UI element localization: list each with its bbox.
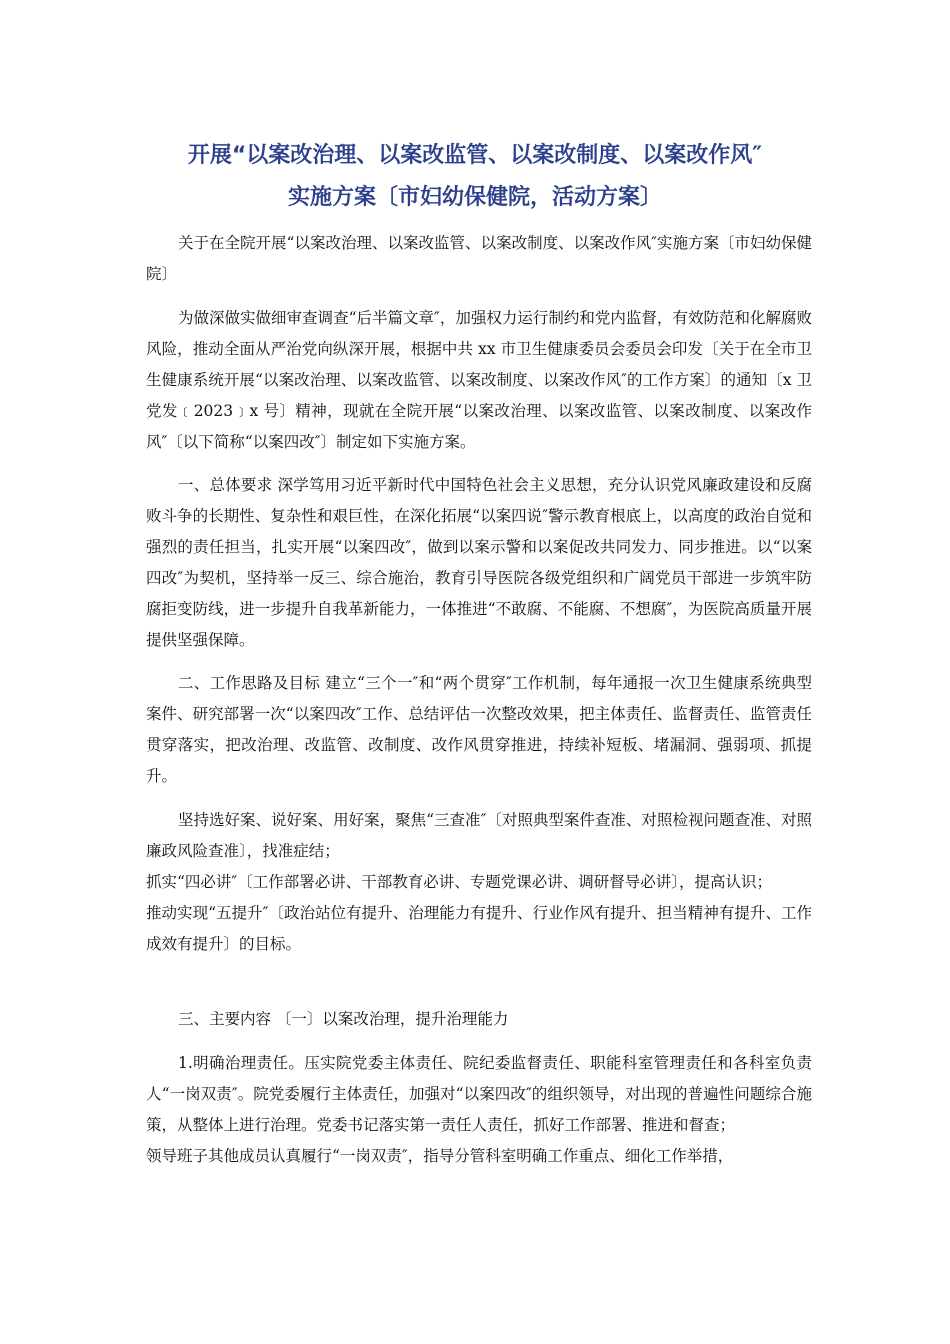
section-2-paragraph	[146, 668, 812, 792]
goals-text-3: 推动实现“五提升″〔政治站位有提升、治理能力有提升、行业作风有提升、担当精神有提升、工作成效有提升〕的目标。	[146, 904, 812, 953]
section-1-text: 一、总体要求 深学笃用习近平新时代中国特色社会主义思想，充分认识党风廉政建设和反腐败斗争的长期性、复杂性和艰巨性，在深化拓展“以案四说″警示教育根底上，以高度的政治自觉和强烈的责任担当，扎实开展“以案四改″，做到以案示警和以案促改共同发力、同步推进。以“以案四改″为契机，坚持举一反三、综合施治，教育引导医院各级党组织和广阔党员干部进一步筑牢防腐拒变防线，进一步提升自我革新能力，一体推进“不敢腐、不能腐、不想腐″，为医院高质量开展提供坚强保障。	[146, 476, 812, 649]
section-1-paragraph	[146, 470, 812, 656]
preface-paragraph	[146, 303, 812, 458]
goals-text-1: 坚持选好案、说好案、用好案，聚焦“三查准″〔对照典型案件查准、对照检视问题查准、对照廉政风险查准〕，找准症结；	[146, 811, 812, 860]
intro-paragraph	[146, 228, 812, 290]
item-1-text: 1.明确治理责任。压实院党委主体责任、院纪委监督责任、职能科室管理责任和各科室负责人“一岗双责″。院党委履行主体责任，加强对“以案四改″的组织领导，对出现的普遍性问题综合施策，从整体上进行治理。党委书记落实第一责任人责任，抓好工作部署、推进和督查；	[146, 1054, 812, 1134]
section-3-text: 三、主要内容 〔一〕以案改治理，提升治理能力	[178, 1010, 509, 1028]
document-title-line-1: 开展“以案改治理、以案改监管、以案改制度、以案改作风″	[187, 143, 763, 168]
intro-text: 关于在全院开展“以案改治理、以案改监管、以案改制度、以案改作风″实施方案〔市妇幼保健院〕	[146, 234, 812, 283]
preface-text: 为做深做实做细审查调查“后半篇文章″，加强权力运行制约和党内监督，有效防范和化解腐败风险，推动全面从严治党向纵深开展，根据中共 xx 市卫生健康委员会委员会印发〔关于在全市卫生健康系统开展“以案改治理、以案改监管、以案改制度、以案改作风″的工作方案〕的通知〔x 卫党发﹝2023﹞x 号〕精神，现就在全院开展“以案改治理、以案改监管、以案改制度、以案改作风″〔以下简称“以案四改″〕制定如下实施方案。	[146, 309, 812, 451]
section-2-text: 二、工作思路及目标 建立“三个一″和“两个贯穿″工作机制，每年通报一次卫生健康系统典型案件、研究部署一次“以案四改″工作、总结评估一次整改效果，把主体责任、监督责任、监管责任贯穿落实，把改治理、改监管、改制度、改作风贯穿推进，持续补短板、堵漏洞、强弱项、抓提升。	[146, 674, 812, 785]
goals-text-2: 抓实“四必讲″〔工作部署必讲、干部教育必讲、专题党课必讲、调研督导必讲〕，提高认识；	[146, 873, 772, 891]
section-3-heading	[146, 1004, 812, 1035]
document-title-line-2: 实施方案〔市妇幼保健院，活动方案〕	[287, 185, 662, 210]
item-1-continuation: 领导班子其他成员认真履行“一岗双责″，指导分管科室明确工作重点、细化工作举措，	[146, 1147, 734, 1165]
item-1-paragraph	[146, 1048, 812, 1172]
goals-paragraph	[146, 805, 812, 960]
